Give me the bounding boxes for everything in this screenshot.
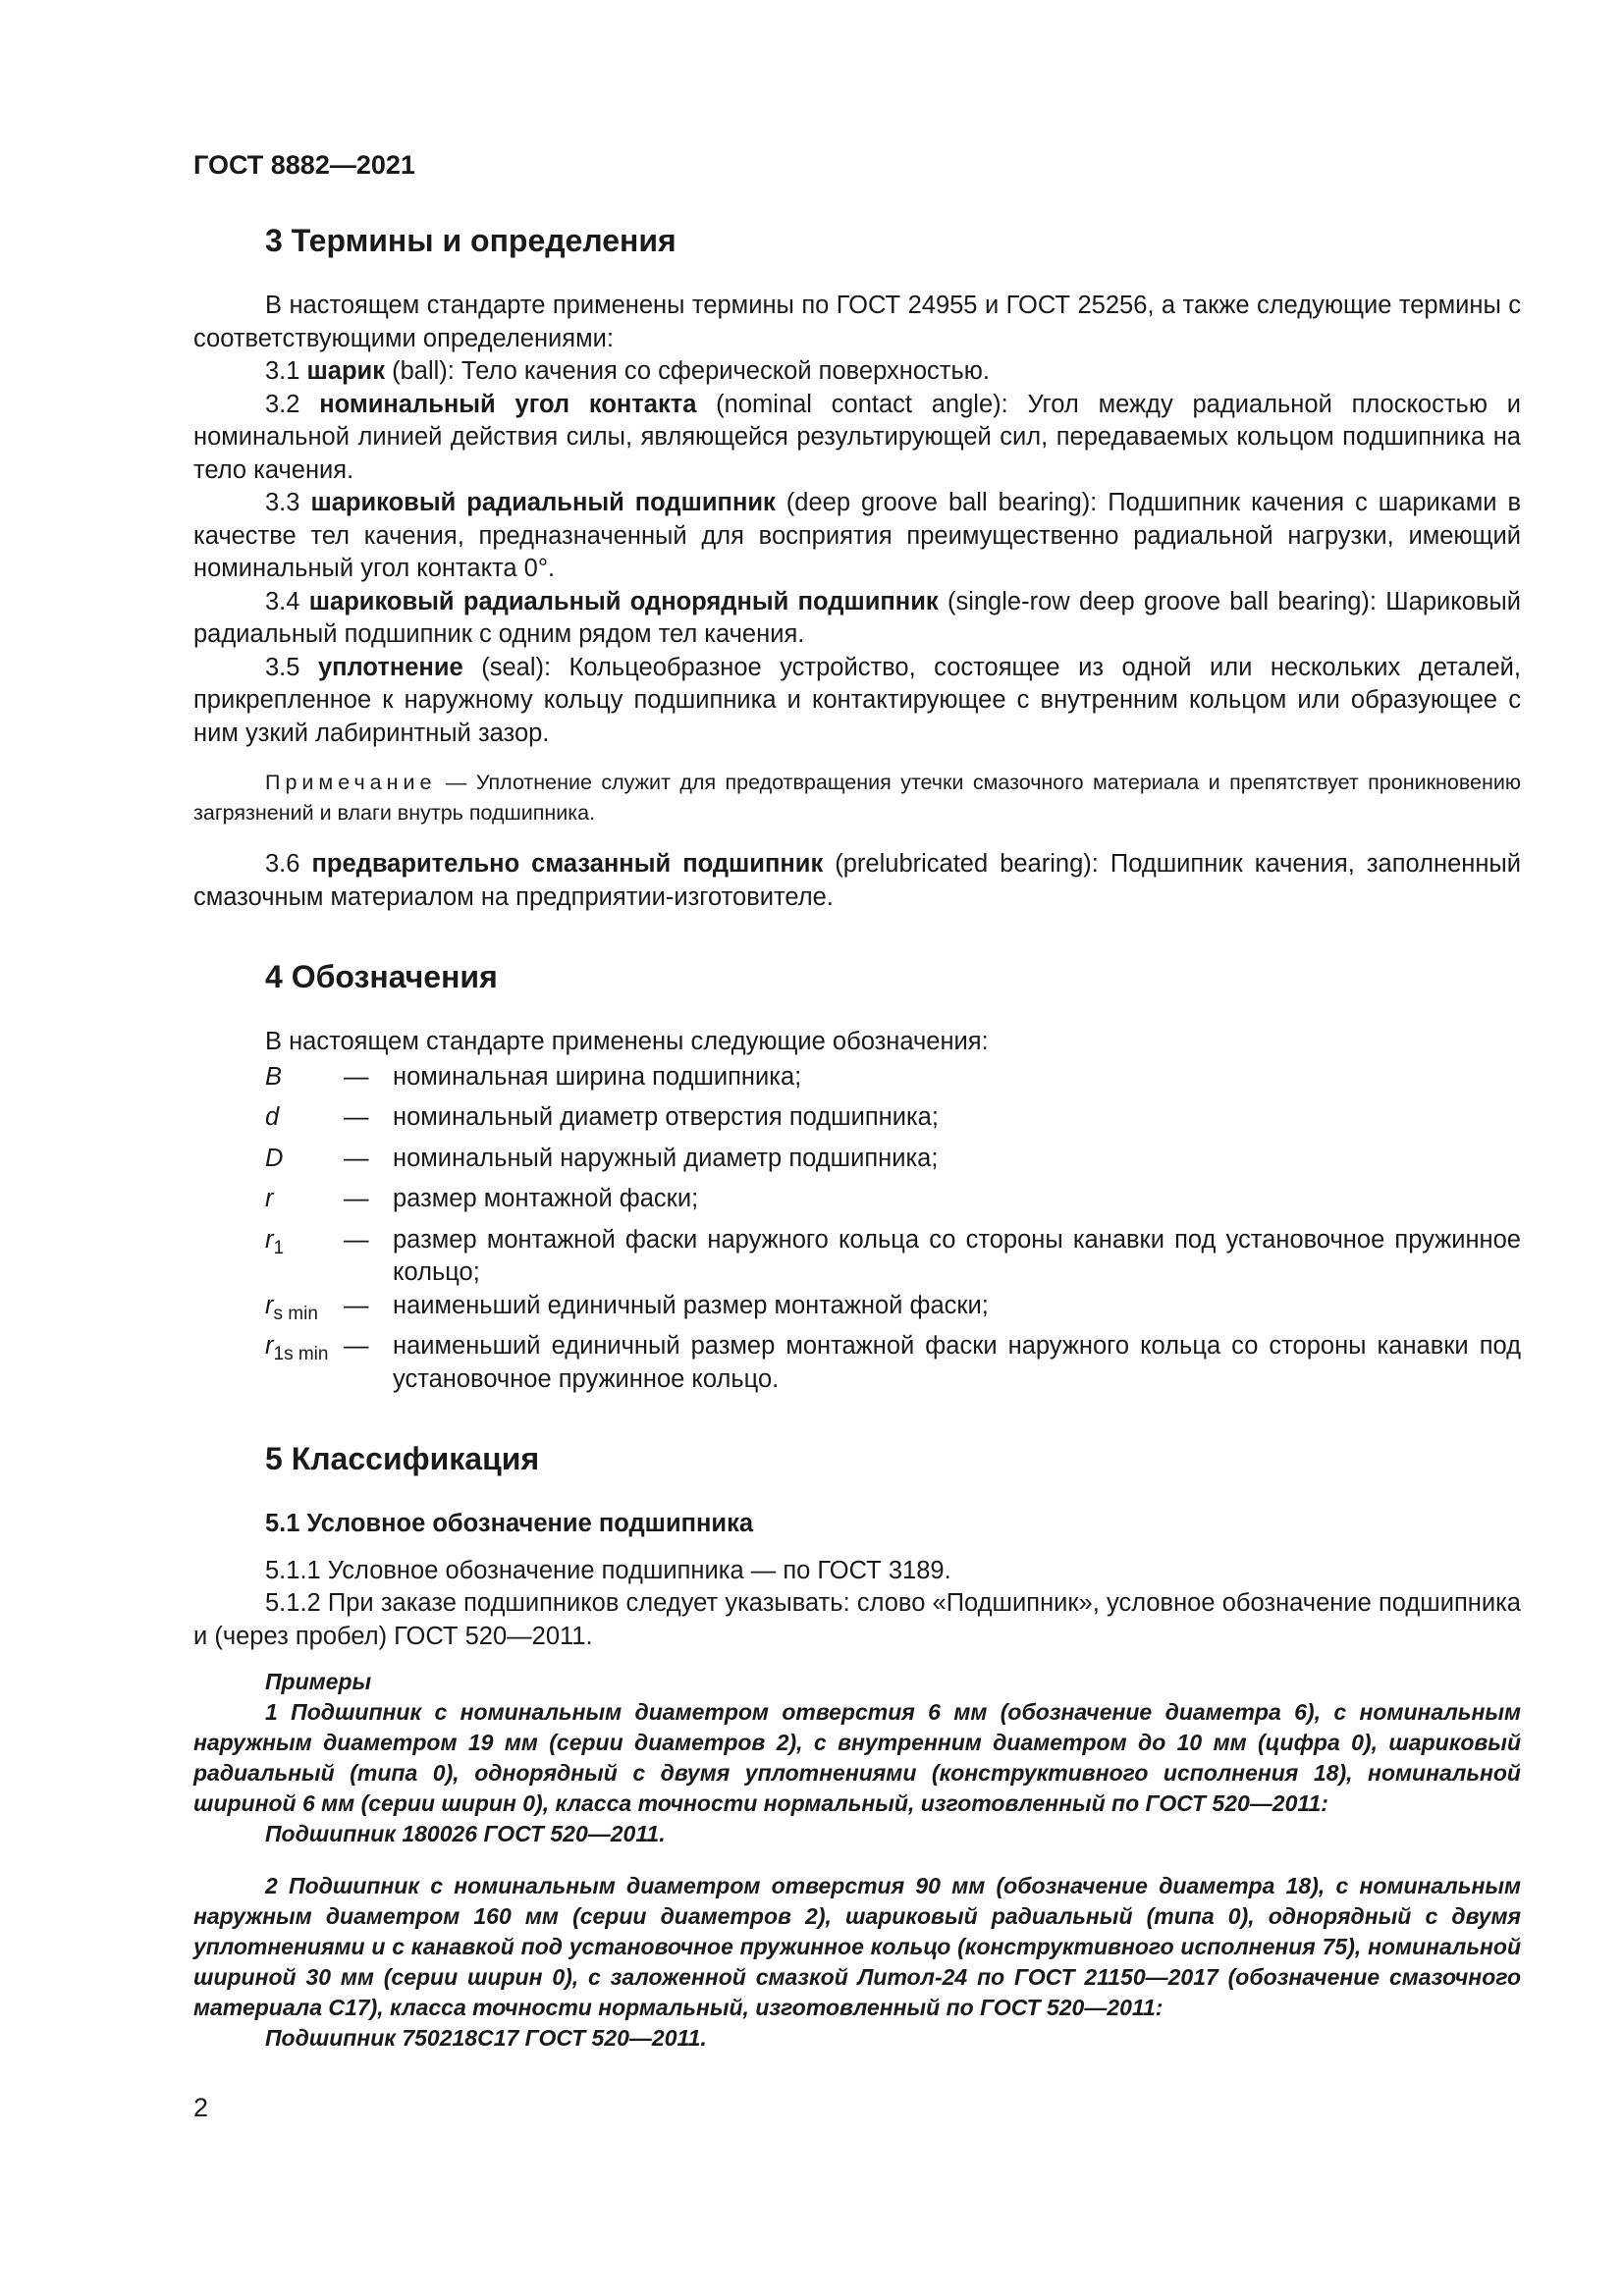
symbol-description: наименьший единичный размер монтажной фаски;: [393, 1291, 989, 1319]
paragraph-5-1-1: 5.1.1 Условное обозначение подшипника — по ГОСТ 3189.: [265, 1556, 951, 1584]
note-seal: Примечание — Уплотнение служит для предотвращения утечки смазочного материала и препятствует проникновению загрязнений и влаги внутрь подшипника.: [193, 771, 1521, 825]
symbol: $r_{s min}$: [265, 1291, 318, 1324]
dash: —: [344, 1225, 369, 1254]
section-3-terms: [193, 221, 1521, 914]
section-4-intro: В настоящем стандарте применены следующие обозначения:: [265, 1028, 989, 1055]
note-label: Примечание: [265, 771, 437, 794]
symbol-row: [265, 1224, 1521, 1290]
symbol: r: [265, 1185, 274, 1213]
examples-label: Примеры: [265, 1669, 372, 1695]
symbol-row: [265, 1330, 1521, 1396]
document-code-header: ГОСТ 8882—2021: [193, 150, 415, 180]
symbol-description: наименьший единичный размер монтажной фаски наружного кольца со стороны канавки под установочное пружинное кольцо.: [393, 1332, 1521, 1393]
dash: —: [344, 1185, 369, 1213]
symbol: $r_{1s min}$: [265, 1332, 329, 1365]
page-number: 2: [193, 2093, 209, 2122]
paragraph-5-1-2: 5.1.2 При заказе подшипников следует указывать: слово «Подшипник», условное обозначение подшипника и (через пробел) ГОСТ 520—2011.: [193, 1589, 1521, 1650]
section-3-intro: В настоящем стандарте применены термины по ГОСТ 24955 и ГОСТ 25256, а также следующие термины с соответствующими определениями:: [193, 292, 1521, 352]
subsection-5-1-title: 5.1 Условное обозначение подшипника: [265, 1510, 754, 1538]
symbol: B: [265, 1062, 283, 1091]
symbol-description: номинальная ширина подшипника;: [393, 1062, 802, 1091]
symbol-row: [265, 1143, 1521, 1184]
symbol-row: [265, 1061, 1521, 1102]
symbol-description: номинальный наружный диаметр подшипника;: [393, 1144, 939, 1172]
symbol-row: [265, 1290, 1521, 1331]
dash: —: [344, 1332, 369, 1361]
term-3-1: 3.1 шарик (ball): Тело качения со сферической поверхностью.: [265, 357, 990, 385]
dash: —: [344, 1291, 369, 1319]
example-1: 1 Подшипник с номинальным диаметром отверстия 6 мм (обозначение диаметра 6), с номинальным наружным диаметром 19 мм (серии диаметров 2), с внутренним диаметром до 10 мм (цифра 0), шариковый радиальный (типа 0), однорядный с двумя уплотнениями (конструктивного исполнения 18), номинальной шириной 6 мм (серии ширин 0), класса точности нормальный, изготовленный по ГОСТ 520—2011:: [193, 1699, 1521, 1817]
term-3-5: 3.5 уплотнение (seal): Кольцеобразное устройство, состоящее из одной или нескольких деталей, прикрепленное к наружному кольцу подшипника и контактирующее с внутренним кольцом или образующее с ним узкий лабиринтный зазор.: [193, 653, 1521, 747]
term-3-3: 3.3 шариковый радиальный подшипник (deep groove ball bearing): Подшипник качения с шариками в качестве тел качения, предназначенный для восприятия преимущественно радиальной нагрузки, имеющий номинальный угол контакта 0°.: [193, 489, 1522, 582]
section-4-title: 4 Обозначения: [265, 959, 498, 994]
section-5-title: 5 Классификация: [265, 1441, 540, 1477]
symbol-row: [265, 1101, 1521, 1143]
example-2-code: Подшипник 750218С17 ГОСТ 520—2011.: [265, 2025, 707, 2052]
symbols-list: [265, 1061, 1521, 1397]
dash: —: [344, 1144, 369, 1172]
term-3-2: 3.2 номинальный угол контакта (nominal contact angle): Угол между радиальной плоскостью и номинальной линией действия силы, являющейся результирующей сил, передаваемых кольцом подшипника на тело качения.: [193, 390, 1521, 484]
section-3-title: 3 Термины и определения: [265, 223, 677, 258]
symbol-description: размер монтажной фаски наружного кольца со стороны канавки под установочное пружинное кольцо;: [393, 1225, 1521, 1287]
dash: —: [344, 1062, 369, 1091]
symbol-row: [265, 1183, 1521, 1224]
symbol-description: номинальный диаметр отверстия подшипника;: [393, 1103, 939, 1132]
examples-block: [193, 1667, 1521, 2054]
page-content: [193, 221, 1521, 2075]
symbol: $r_1$: [265, 1225, 285, 1258]
symbol-description: размер монтажной фаски;: [393, 1185, 699, 1213]
example-1-code: Подшипник 180026 ГОСТ 520—2011.: [265, 1821, 666, 1847]
example-2: 2 Подшипник с номинальным диаметром отверстия 90 мм (обозначение диаметра 18), с номинальным наружным диаметром 160 мм (серии диаметров 2), шариковый радиальный (типа 0), однорядный с двумя уплотнениями и с канавкой под установочное пружинное кольцо (конструктивного исполнения 75), номинальной шириной 30 мм (серии ширин 0), с заложенной смазкой Литол-24 по ГОСТ 21150—2017 (обозначение смазочного материала С17), класса точности нормальный, изготовленный по ГОСТ 520—2011:: [193, 1873, 1521, 2021]
term-3-6: 3.6 предварительно смазанный подшипник (prelubricated bearing): Подшипник качения, заполненный смазочным материалом на предприятии-изготовителе.: [193, 850, 1522, 911]
section-4-symbols: [193, 957, 1521, 1396]
dash: —: [344, 1103, 369, 1132]
section-5-classification: [193, 1439, 1521, 2054]
term-3-4: 3.4 шариковый радиальный однорядный подшипник (single-row deep groove ball bearing): Шариковый радиальный подшипник с одним рядом тел качения.: [193, 587, 1521, 648]
symbol: d: [265, 1103, 280, 1132]
symbol: D: [265, 1144, 284, 1172]
